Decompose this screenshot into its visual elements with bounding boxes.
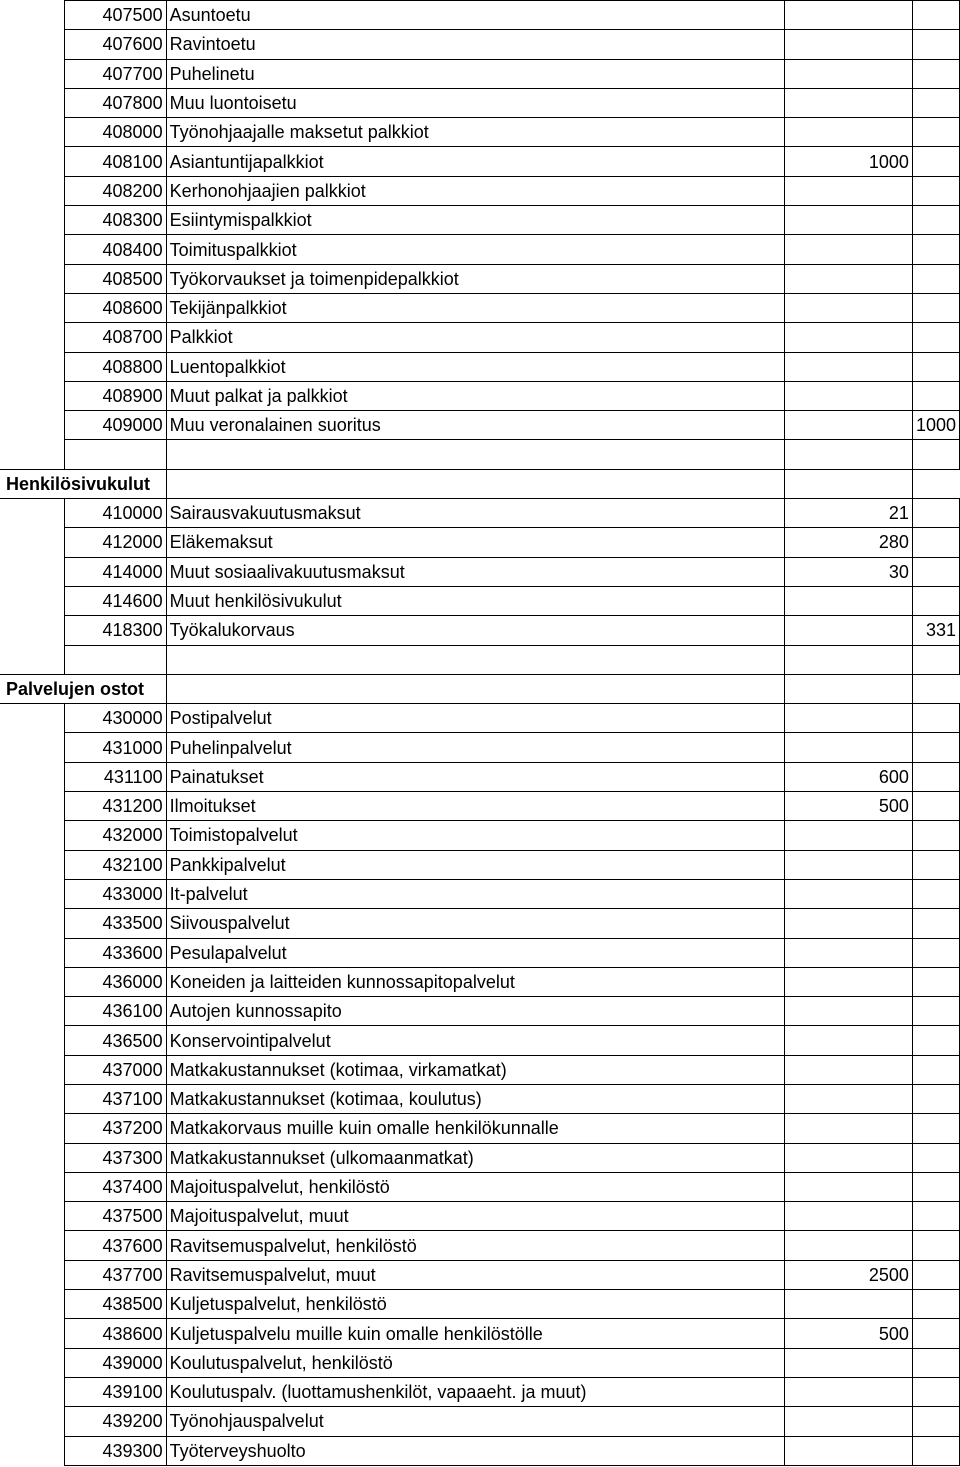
amount-cell bbox=[785, 411, 913, 440]
indent-cell bbox=[0, 762, 65, 791]
total-cell bbox=[912, 850, 959, 879]
account-code: 437400 bbox=[65, 1172, 166, 1201]
table-row bbox=[0, 1290, 960, 1319]
amount-cell bbox=[785, 1436, 913, 1465]
account-name: Työkalukorvaus bbox=[166, 616, 785, 645]
account-name: Työterveyshuolto bbox=[166, 1436, 785, 1465]
account-name: Sairausvakuutusmaksut bbox=[166, 499, 785, 528]
table-row bbox=[0, 206, 960, 235]
indent-cell bbox=[0, 440, 65, 469]
table-row bbox=[0, 821, 960, 850]
indent-cell bbox=[0, 1084, 65, 1113]
section-heading: Henkilösivukulut bbox=[0, 469, 166, 498]
indent-cell bbox=[0, 147, 65, 176]
total-cell bbox=[912, 792, 959, 821]
table-row bbox=[0, 118, 960, 147]
amount-cell: 2500 bbox=[785, 1260, 913, 1289]
table-row bbox=[0, 30, 960, 59]
account-name: Pankkipalvelut bbox=[166, 850, 785, 879]
total-cell bbox=[912, 1407, 959, 1436]
amount-cell bbox=[785, 88, 913, 117]
total-cell bbox=[912, 352, 959, 381]
account-name: Työnohjauspalvelut bbox=[166, 1407, 785, 1436]
account-name: Työnohjaajalle maksetut palkkiot bbox=[166, 118, 785, 147]
indent-cell bbox=[0, 1260, 65, 1289]
account-name: Työkorvaukset ja toimenpidepalkkiot bbox=[166, 264, 785, 293]
amount-cell bbox=[785, 1407, 913, 1436]
amount-cell: 500 bbox=[785, 792, 913, 821]
indent-cell bbox=[0, 1290, 65, 1319]
total-cell bbox=[912, 821, 959, 850]
account-name: Painatukset bbox=[166, 762, 785, 791]
indent-cell bbox=[0, 264, 65, 293]
total-cell: 1000 bbox=[912, 411, 959, 440]
account-name: Muut palkat ja palkkiot bbox=[166, 381, 785, 410]
indent-cell bbox=[0, 176, 65, 205]
total-cell bbox=[912, 235, 959, 264]
empty-name-cell bbox=[166, 440, 785, 469]
indent-cell bbox=[0, 118, 65, 147]
indent-cell bbox=[0, 557, 65, 586]
amount-cell bbox=[785, 293, 913, 322]
total-cell bbox=[912, 1436, 959, 1465]
empty-total-cell bbox=[912, 440, 959, 469]
amount-cell bbox=[785, 176, 913, 205]
table-row bbox=[0, 499, 960, 528]
account-name: Muu luontoisetu bbox=[166, 88, 785, 117]
indent-cell bbox=[0, 206, 65, 235]
account-name: Matkakustannukset (kotimaa, koulutus) bbox=[166, 1084, 785, 1113]
account-code: 439200 bbox=[65, 1407, 166, 1436]
table-row bbox=[0, 411, 960, 440]
empty-code-cell bbox=[65, 440, 166, 469]
indent-cell bbox=[0, 1231, 65, 1260]
indent-cell bbox=[0, 1, 65, 30]
total-cell bbox=[912, 1084, 959, 1113]
account-code: 408500 bbox=[65, 264, 166, 293]
total-cell bbox=[912, 704, 959, 733]
account-name: Koulutuspalvelut, henkilöstö bbox=[166, 1348, 785, 1377]
account-name: Matkakorvaus muille kuin omalle henkilökunnalle bbox=[166, 1114, 785, 1143]
account-code: 437000 bbox=[65, 1055, 166, 1084]
account-code: 408100 bbox=[65, 147, 166, 176]
empty-amount-cell bbox=[166, 469, 785, 498]
indent-cell bbox=[0, 909, 65, 938]
account-code: 437600 bbox=[65, 1231, 166, 1260]
account-code: 408200 bbox=[65, 176, 166, 205]
table-row bbox=[0, 586, 960, 615]
table-row bbox=[0, 293, 960, 322]
empty-total-cell bbox=[785, 469, 913, 498]
amount-cell bbox=[785, 264, 913, 293]
account-code: 414600 bbox=[65, 586, 166, 615]
indent-cell bbox=[0, 499, 65, 528]
table-row bbox=[0, 1231, 960, 1260]
table-row bbox=[0, 1, 960, 30]
table-row bbox=[0, 733, 960, 762]
total-cell bbox=[912, 762, 959, 791]
account-code: 408400 bbox=[65, 235, 166, 264]
indent-cell bbox=[0, 586, 65, 615]
account-code: 438600 bbox=[65, 1319, 166, 1348]
table-row bbox=[0, 704, 960, 733]
amount-cell: 600 bbox=[785, 762, 913, 791]
amount-cell bbox=[785, 967, 913, 996]
total-cell bbox=[912, 997, 959, 1026]
account-name: Toimistopalvelut bbox=[166, 821, 785, 850]
sheet-body bbox=[0, 1, 960, 1466]
total-cell bbox=[912, 30, 959, 59]
account-code: 408300 bbox=[65, 206, 166, 235]
indent-cell bbox=[0, 411, 65, 440]
table-row bbox=[0, 323, 960, 352]
table-row bbox=[0, 850, 960, 879]
amount-cell bbox=[785, 1, 913, 30]
account-name: Pesulapalvelut bbox=[166, 938, 785, 967]
account-name: Muut henkilösivukulut bbox=[166, 586, 785, 615]
account-name: Asuntoetu bbox=[166, 1, 785, 30]
account-code: 407700 bbox=[65, 59, 166, 88]
indent-cell bbox=[0, 323, 65, 352]
table-row bbox=[0, 879, 960, 908]
indent-cell bbox=[0, 59, 65, 88]
table-row bbox=[0, 1348, 960, 1377]
account-code: 408900 bbox=[65, 381, 166, 410]
amount-cell bbox=[785, 1348, 913, 1377]
total-cell bbox=[912, 557, 959, 586]
table-row bbox=[0, 147, 960, 176]
indent-cell bbox=[0, 381, 65, 410]
account-code: 437300 bbox=[65, 1143, 166, 1172]
account-name: Luentopalkkiot bbox=[166, 352, 785, 381]
indent-cell bbox=[0, 1202, 65, 1231]
account-code: 439100 bbox=[65, 1377, 166, 1406]
total-cell bbox=[912, 733, 959, 762]
total-cell bbox=[912, 1, 959, 30]
account-code: 414000 bbox=[65, 557, 166, 586]
account-code: 418300 bbox=[65, 616, 166, 645]
amount-cell: 21 bbox=[785, 499, 913, 528]
account-code: 436000 bbox=[65, 967, 166, 996]
account-name: Puhelinetu bbox=[166, 59, 785, 88]
total-cell: 331 bbox=[912, 616, 959, 645]
account-code: 407500 bbox=[65, 1, 166, 30]
amount-cell bbox=[785, 352, 913, 381]
account-code: 436500 bbox=[65, 1026, 166, 1055]
amount-cell bbox=[785, 821, 913, 850]
account-code: 408700 bbox=[65, 323, 166, 352]
table-row bbox=[0, 1319, 960, 1348]
amount-cell bbox=[785, 850, 913, 879]
table-row bbox=[0, 762, 960, 791]
table-row bbox=[0, 352, 960, 381]
table-row bbox=[0, 1143, 960, 1172]
account-name: Majoituspalvelut, henkilöstö bbox=[166, 1172, 785, 1201]
account-name: Puhelinpalvelut bbox=[166, 733, 785, 762]
total-cell bbox=[912, 1260, 959, 1289]
account-code: 407800 bbox=[65, 88, 166, 117]
spacer-row bbox=[0, 645, 960, 674]
total-cell bbox=[912, 1114, 959, 1143]
empty-amount-cell bbox=[785, 440, 913, 469]
amount-cell bbox=[785, 1290, 913, 1319]
total-cell bbox=[912, 1055, 959, 1084]
amount-cell bbox=[785, 704, 913, 733]
table-row bbox=[0, 1026, 960, 1055]
account-code: 436100 bbox=[65, 997, 166, 1026]
indent-cell bbox=[0, 850, 65, 879]
table-row bbox=[0, 235, 960, 264]
empty-total-cell bbox=[785, 674, 913, 703]
table-row bbox=[0, 176, 960, 205]
amount-cell bbox=[785, 1377, 913, 1406]
table-row bbox=[0, 997, 960, 1026]
total-cell bbox=[912, 147, 959, 176]
account-name: Kerhonohjaajien palkkiot bbox=[166, 176, 785, 205]
account-code: 437500 bbox=[65, 1202, 166, 1231]
total-cell bbox=[912, 528, 959, 557]
indent-cell bbox=[0, 1407, 65, 1436]
total-cell bbox=[912, 59, 959, 88]
amount-cell bbox=[785, 235, 913, 264]
table-row bbox=[0, 909, 960, 938]
account-code: 431000 bbox=[65, 733, 166, 762]
account-name: Palkkiot bbox=[166, 323, 785, 352]
indent-cell bbox=[0, 997, 65, 1026]
table-row bbox=[0, 938, 960, 967]
total-cell bbox=[912, 1231, 959, 1260]
total-cell bbox=[912, 1319, 959, 1348]
empty-amount-cell bbox=[166, 674, 785, 703]
total-cell bbox=[912, 1172, 959, 1201]
indent-cell bbox=[0, 938, 65, 967]
account-code: 408800 bbox=[65, 352, 166, 381]
total-cell bbox=[912, 1290, 959, 1319]
table-row bbox=[0, 1172, 960, 1201]
table-row bbox=[0, 1084, 960, 1113]
total-cell bbox=[912, 206, 959, 235]
total-cell bbox=[912, 381, 959, 410]
amount-cell bbox=[785, 733, 913, 762]
amount-cell bbox=[785, 118, 913, 147]
total-cell bbox=[912, 909, 959, 938]
account-code: 431200 bbox=[65, 792, 166, 821]
account-name: Eläkemaksut bbox=[166, 528, 785, 557]
amount-cell bbox=[785, 879, 913, 908]
amount-cell bbox=[785, 323, 913, 352]
account-code: 408000 bbox=[65, 118, 166, 147]
indent-cell bbox=[0, 352, 65, 381]
account-name: Esiintymispalkkiot bbox=[166, 206, 785, 235]
indent-cell bbox=[0, 88, 65, 117]
account-name: Ravintoetu bbox=[166, 30, 785, 59]
amount-cell bbox=[785, 997, 913, 1026]
indent-cell bbox=[0, 528, 65, 557]
account-name: Tekijänpalkkiot bbox=[166, 293, 785, 322]
account-code: 431100 bbox=[65, 762, 166, 791]
table-row bbox=[0, 1202, 960, 1231]
account-code: 433000 bbox=[65, 879, 166, 908]
amount-cell bbox=[785, 1202, 913, 1231]
total-cell bbox=[912, 1202, 959, 1231]
account-name: Muut sosiaalivakuutusmaksut bbox=[166, 557, 785, 586]
account-code: 409000 bbox=[65, 411, 166, 440]
indent-cell bbox=[0, 967, 65, 996]
account-code: 407600 bbox=[65, 30, 166, 59]
total-cell bbox=[912, 293, 959, 322]
account-name: Asiantuntijapalkkiot bbox=[166, 147, 785, 176]
section-heading-row bbox=[0, 674, 960, 703]
total-cell bbox=[912, 938, 959, 967]
table-row bbox=[0, 88, 960, 117]
account-name: Koneiden ja laitteiden kunnossapitopalvelut bbox=[166, 967, 785, 996]
table-row bbox=[0, 1407, 960, 1436]
table-row bbox=[0, 264, 960, 293]
section-heading-row bbox=[0, 469, 960, 498]
amount-cell bbox=[785, 30, 913, 59]
amount-cell bbox=[785, 938, 913, 967]
indent-cell bbox=[0, 235, 65, 264]
account-name: Koulutuspalv. (luottamushenkilöt, vapaaeht. ja muut) bbox=[166, 1377, 785, 1406]
indent-cell bbox=[0, 879, 65, 908]
indent-cell bbox=[0, 616, 65, 645]
account-code: 432100 bbox=[65, 850, 166, 879]
total-cell bbox=[912, 88, 959, 117]
empty-total-cell bbox=[912, 645, 959, 674]
table-row bbox=[0, 1260, 960, 1289]
account-name: It-palvelut bbox=[166, 879, 785, 908]
total-cell bbox=[912, 586, 959, 615]
table-row bbox=[0, 557, 960, 586]
table-row bbox=[0, 967, 960, 996]
table-row bbox=[0, 59, 960, 88]
account-code: 408600 bbox=[65, 293, 166, 322]
indent-cell bbox=[0, 1319, 65, 1348]
indent-cell bbox=[0, 293, 65, 322]
account-code: 410000 bbox=[65, 499, 166, 528]
account-code: 438500 bbox=[65, 1290, 166, 1319]
indent-cell bbox=[0, 792, 65, 821]
account-name: Ilmoitukset bbox=[166, 792, 785, 821]
account-name: Autojen kunnossapito bbox=[166, 997, 785, 1026]
amount-cell: 1000 bbox=[785, 147, 913, 176]
amount-cell: 500 bbox=[785, 1319, 913, 1348]
account-code: 437100 bbox=[65, 1084, 166, 1113]
spacer-row bbox=[0, 440, 960, 469]
indent-cell bbox=[0, 1114, 65, 1143]
amount-cell bbox=[785, 206, 913, 235]
indent-cell bbox=[0, 30, 65, 59]
amount-cell: 280 bbox=[785, 528, 913, 557]
section-heading: Palvelujen ostot bbox=[0, 674, 166, 703]
amount-cell bbox=[785, 586, 913, 615]
account-code: 439000 bbox=[65, 1348, 166, 1377]
indent-cell bbox=[0, 1026, 65, 1055]
amount-cell bbox=[785, 59, 913, 88]
account-name: Kuljetuspalvelu muille kuin omalle henkilöstölle bbox=[166, 1319, 785, 1348]
total-cell bbox=[912, 879, 959, 908]
account-code: 437200 bbox=[65, 1114, 166, 1143]
indent-cell bbox=[0, 1143, 65, 1172]
amount-cell: 30 bbox=[785, 557, 913, 586]
table-row bbox=[0, 1114, 960, 1143]
account-code: 432000 bbox=[65, 821, 166, 850]
total-cell bbox=[912, 118, 959, 147]
account-name: Postipalvelut bbox=[166, 704, 785, 733]
empty-amount-cell bbox=[785, 645, 913, 674]
amount-cell bbox=[785, 1172, 913, 1201]
amount-cell bbox=[785, 1114, 913, 1143]
amount-cell bbox=[785, 381, 913, 410]
indent-cell bbox=[0, 704, 65, 733]
total-cell bbox=[912, 323, 959, 352]
account-name: Kuljetuspalvelut, henkilöstö bbox=[166, 1290, 785, 1319]
table-row bbox=[0, 528, 960, 557]
total-cell bbox=[912, 967, 959, 996]
total-cell bbox=[912, 1143, 959, 1172]
account-code: 433600 bbox=[65, 938, 166, 967]
indent-cell bbox=[0, 1377, 65, 1406]
account-name: Ravitsemuspalvelut, muut bbox=[166, 1260, 785, 1289]
indent-cell bbox=[0, 821, 65, 850]
account-code: 437700 bbox=[65, 1260, 166, 1289]
total-cell bbox=[912, 499, 959, 528]
total-cell bbox=[912, 1348, 959, 1377]
total-cell bbox=[912, 1026, 959, 1055]
indent-cell bbox=[0, 733, 65, 762]
account-code: 433500 bbox=[65, 909, 166, 938]
account-code: 430000 bbox=[65, 704, 166, 733]
table-row bbox=[0, 1377, 960, 1406]
account-name: Siivouspalvelut bbox=[166, 909, 785, 938]
indent-cell bbox=[0, 1172, 65, 1201]
account-code: 439300 bbox=[65, 1436, 166, 1465]
account-name: Toimituspalkkiot bbox=[166, 235, 785, 264]
account-name: Matkakustannukset (ulkomaanmatkat) bbox=[166, 1143, 785, 1172]
account-name: Ravitsemuspalvelut, henkilöstö bbox=[166, 1231, 785, 1260]
amount-cell bbox=[785, 1231, 913, 1260]
account-name: Majoituspalvelut, muut bbox=[166, 1202, 785, 1231]
empty-name-cell bbox=[166, 645, 785, 674]
indent-cell bbox=[0, 645, 65, 674]
account-name: Konservointipalvelut bbox=[166, 1026, 785, 1055]
table-row bbox=[0, 381, 960, 410]
amount-cell bbox=[785, 1084, 913, 1113]
total-cell bbox=[912, 264, 959, 293]
amount-cell bbox=[785, 616, 913, 645]
indent-cell bbox=[0, 1348, 65, 1377]
indent-cell bbox=[0, 1055, 65, 1084]
account-name: Matkakustannukset (kotimaa, virkamatkat) bbox=[166, 1055, 785, 1084]
table-row bbox=[0, 792, 960, 821]
empty-code-cell bbox=[65, 645, 166, 674]
table-row bbox=[0, 616, 960, 645]
account-name: Muu veronalainen suoritus bbox=[166, 411, 785, 440]
table-row bbox=[0, 1055, 960, 1084]
table-row bbox=[0, 1436, 960, 1465]
account-code: 412000 bbox=[65, 528, 166, 557]
amount-cell bbox=[785, 909, 913, 938]
amount-cell bbox=[785, 1026, 913, 1055]
amount-cell bbox=[785, 1143, 913, 1172]
total-cell bbox=[912, 1377, 959, 1406]
amount-cell bbox=[785, 1055, 913, 1084]
total-cell bbox=[912, 176, 959, 205]
indent-cell bbox=[0, 1436, 65, 1465]
